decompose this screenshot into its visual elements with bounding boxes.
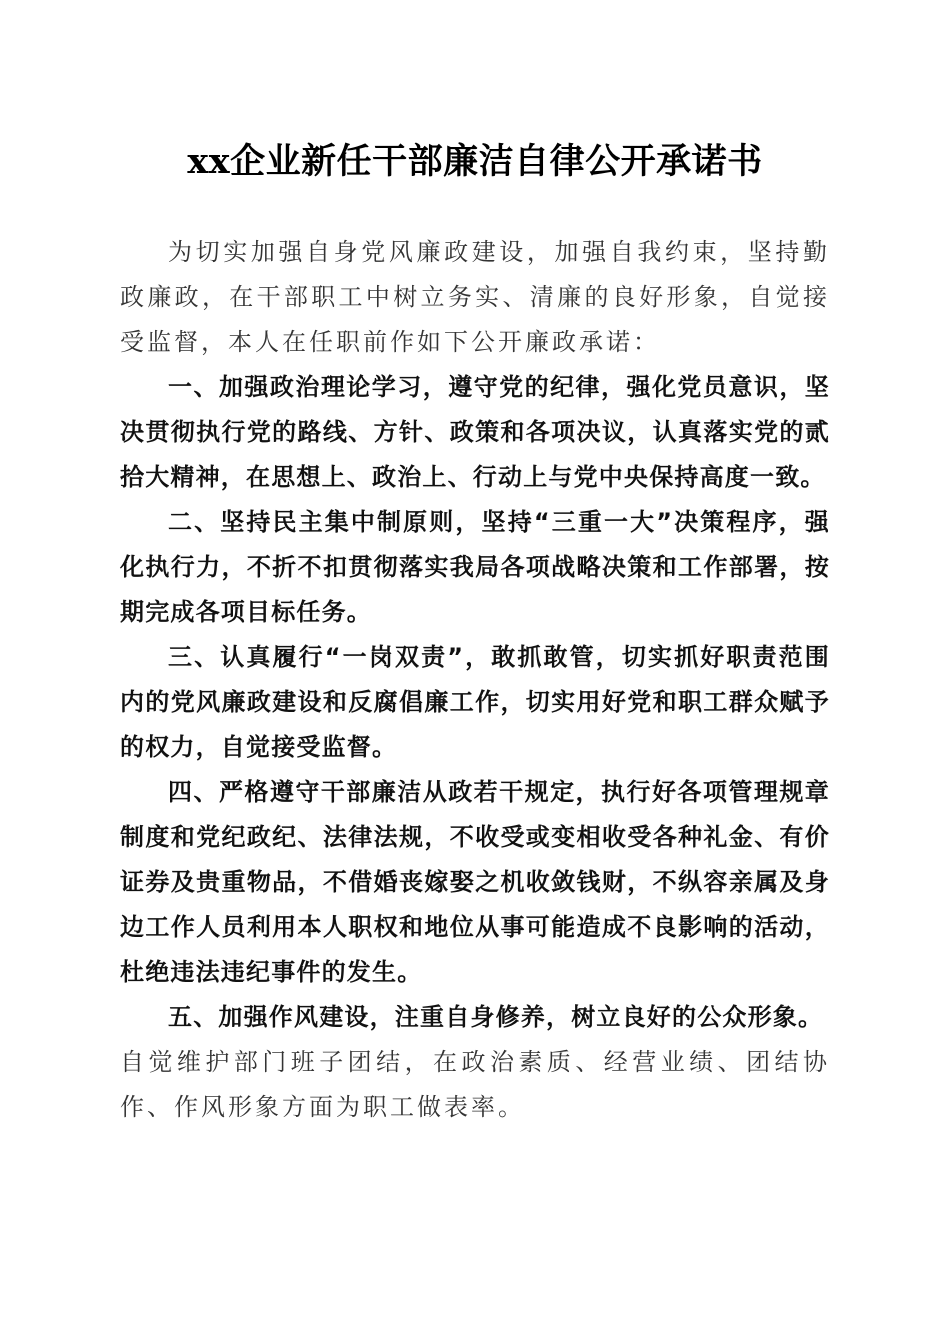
document-body	[120, 230, 830, 1130]
document-title: xx企业新任干部廉洁自律公开承诺书	[187, 141, 763, 182]
commitment-item-4: 四、严格遵守干部廉洁从政若干规定，执行好各项管理规章制度和党纪政纪、法律法规，不收受或变相收受各种礼金、有价证券及贵重物品，不借婚丧嫁娶之机收敛钱财，不纵容亲属及身边工作人员利用本人职权和地位从事可能造成不良影响的活动，杜绝违法违纪事件的发生。	[120, 778, 830, 986]
intro-paragraph: 为切实加强自身党风廉政建设，加强自我约束，坚持勤政廉政，在干部职工中树立务实、清廉的良好形象，自觉接受监督，本人在任职前作如下公开廉政承诺：	[120, 238, 830, 356]
commitment-item-5: 五、加强作风建设，注重自身修养，树立良好的公众形象。	[168, 1003, 824, 1031]
commitment-item-3: 三、认真履行“一岗双责”，敢抓敢管，切实抓好职责范围内的党风廉政建设和反腐倡廉工作，切实用好党和职工群众赋予的权力，自觉接受监督。	[120, 643, 830, 761]
commitment-item-2: 二、坚持民主集中制原则，坚持“三重一大”决策程序，强化执行力，不折不扣贯彻落实我局各项战略决策和工作部署，按期完成各项目标任务。	[120, 508, 830, 626]
commitment-item-1: 一、加强政治理论学习，遵守党的纪律，强化党员意识，坚决贯彻执行党的路线、方针、政策和各项决议，认真落实党的贰拾大精神，在思想上、政治上、行动上与党中央保持高度一致。	[120, 373, 830, 491]
closing-paragraph: 自觉维护部门班子团结，在政治素质、经营业绩、团结协作、作风形象方面为职工做表率。	[120, 1048, 830, 1121]
